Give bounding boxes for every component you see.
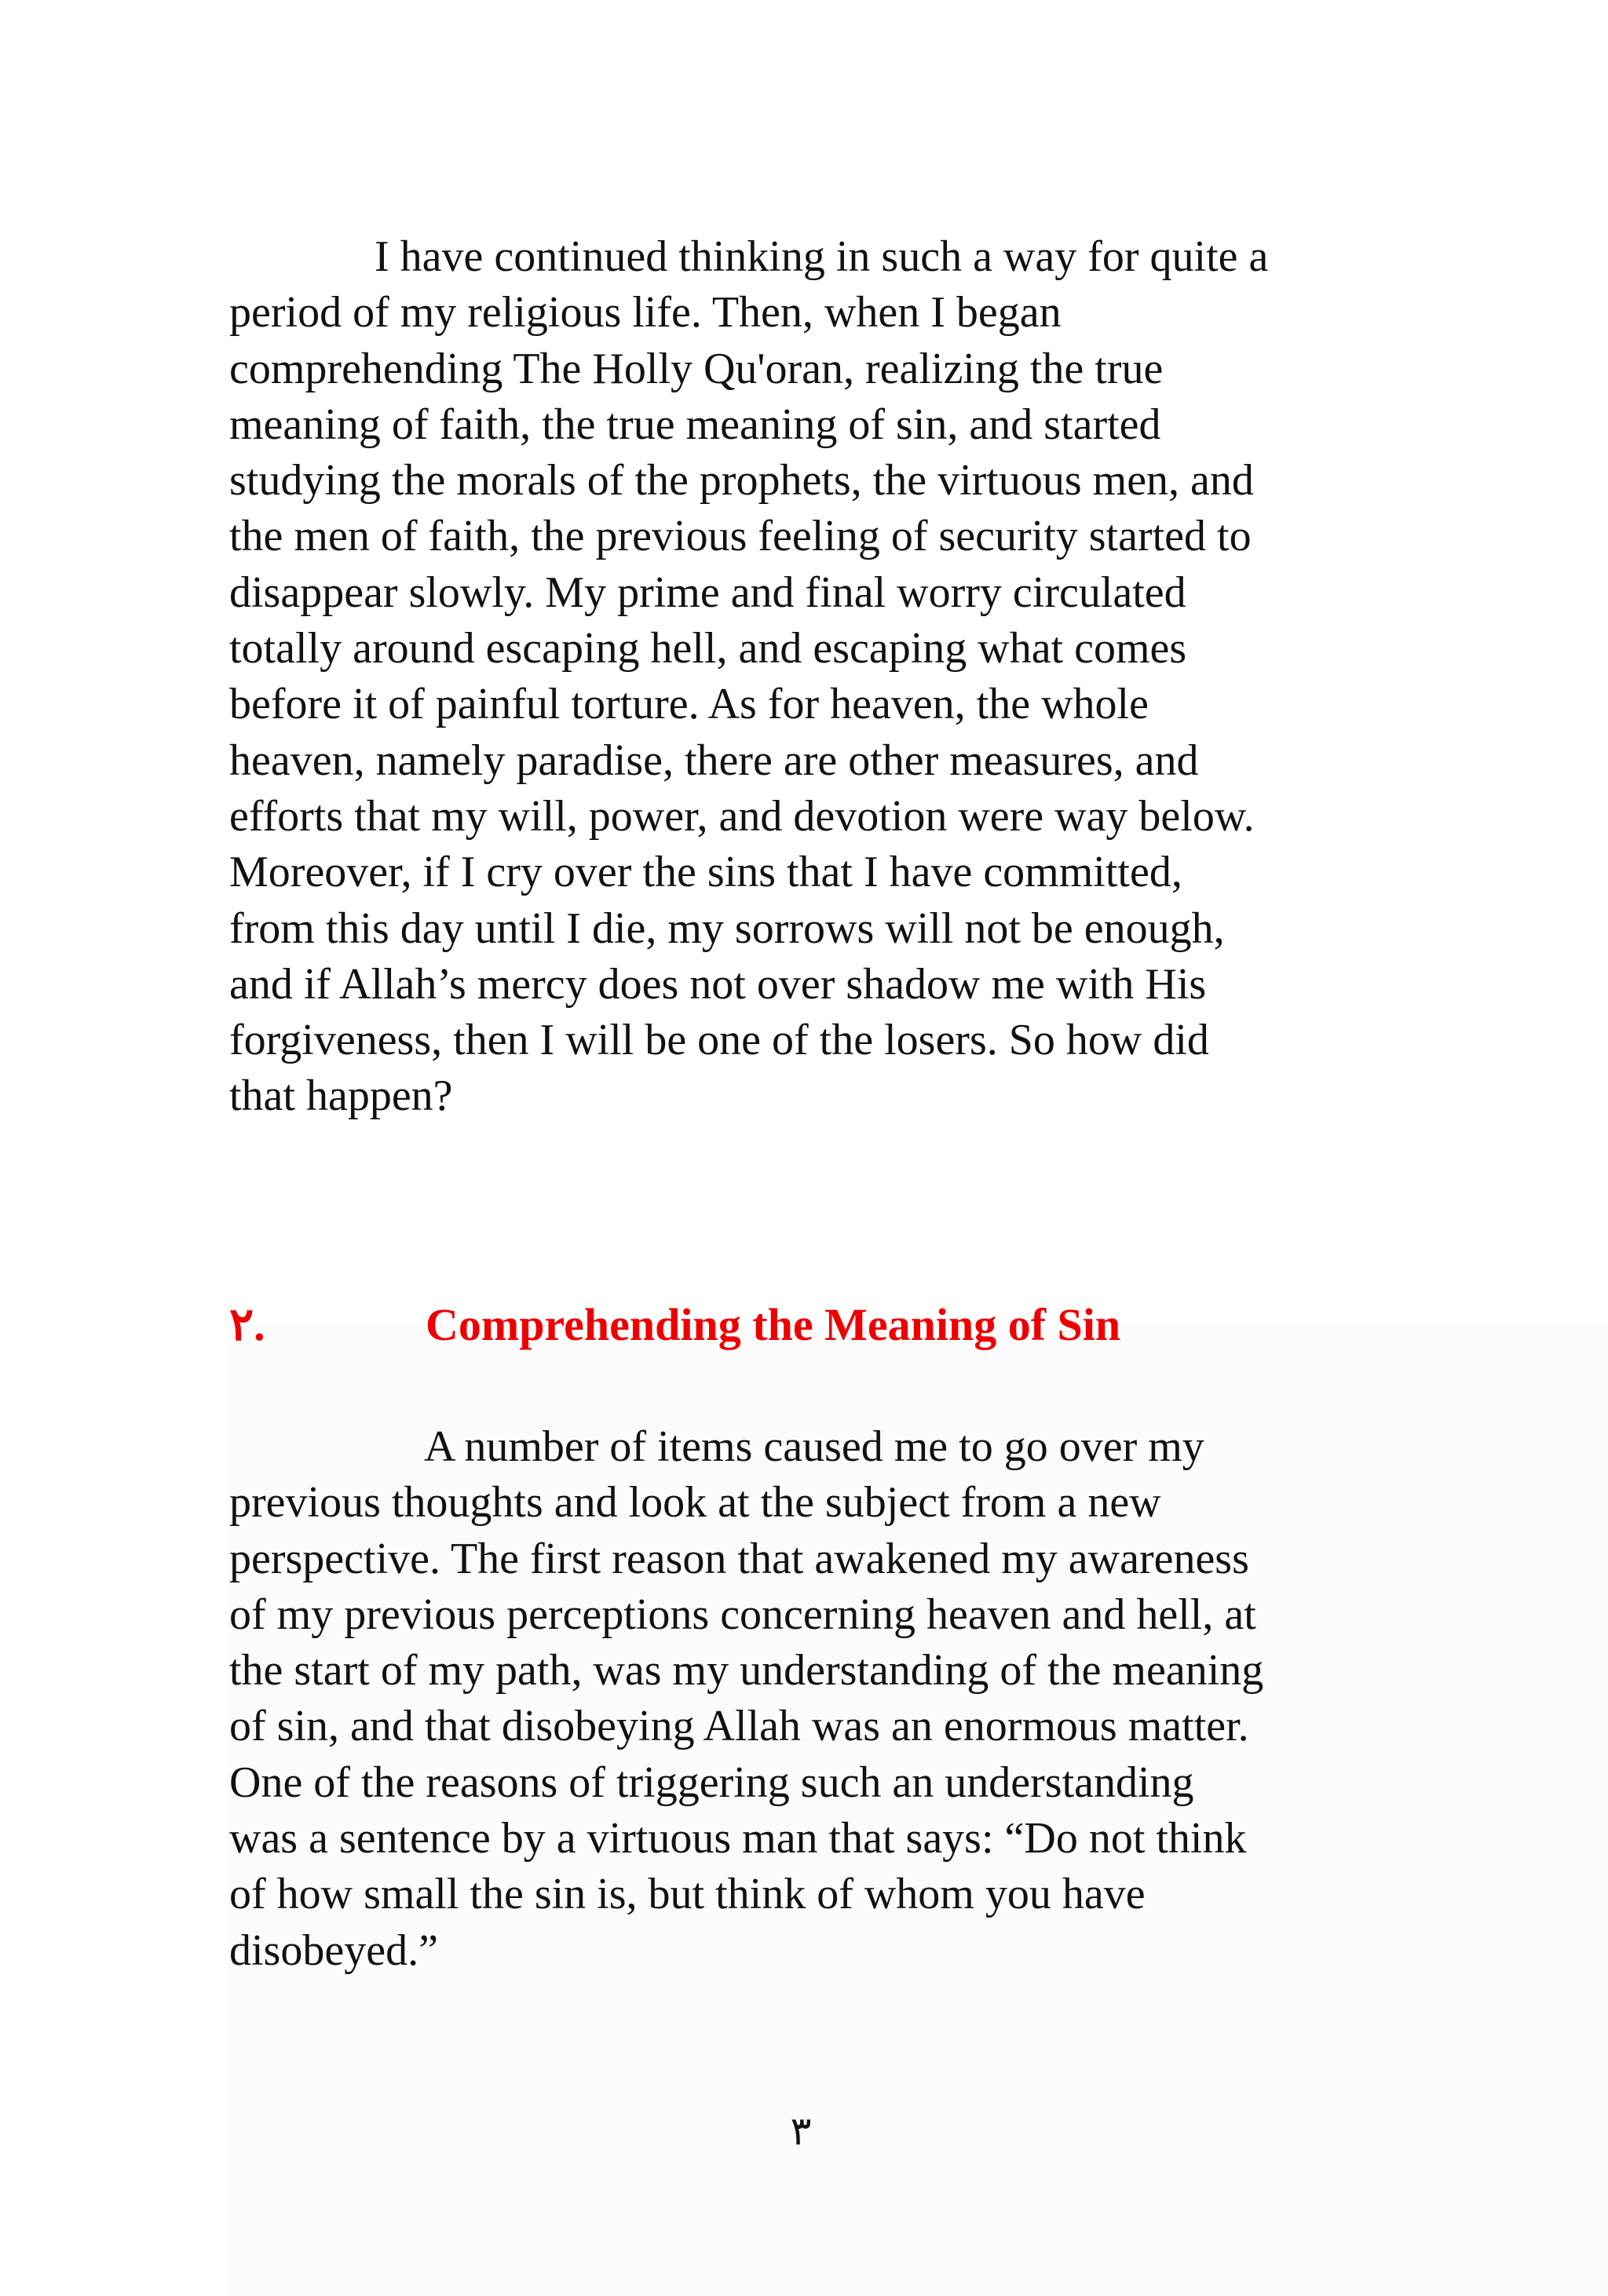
paragraph-line: heaven, namely paradise, there are other measures, and (229, 736, 1199, 785)
paragraph-line: forgiveness, then I will be one of the losers. So how did (229, 1016, 1209, 1065)
page-number: ٣ (790, 2109, 812, 2153)
paragraph-line: A number of items caused me to go over my (424, 1422, 1204, 1471)
paragraph-line: I have continued thinking in such a way for quite a (375, 232, 1269, 281)
paragraph-line: period of my religious life. Then, when I began (229, 288, 1062, 338)
paragraph-line: of sin, and that disobeying Allah was an enormous matter. (229, 1702, 1249, 1751)
paragraph-line: that happen? (229, 1071, 453, 1121)
section-title: Comprehending the Meaning of Sin (426, 1299, 1121, 1350)
paragraph-line: studying the morals of the prophets, the virtuous men, and (229, 456, 1254, 506)
paragraph-line: meaning of faith, the true meaning of sin, and started (229, 400, 1161, 449)
paragraph-1 (229, 229, 1383, 1125)
paragraph-line: was a sentence by a virtuous man that says: “Do not think (229, 1814, 1247, 1863)
paragraph-line: and if Allah’s mercy does not over shadow me with His (229, 959, 1207, 1009)
paragraph-line: Moreover, if I cry over the sins that I have committed, (229, 848, 1182, 897)
paragraph-line: disobeyed.” (229, 1926, 438, 1975)
paragraph-line: from this day until I die, my sorrows will not be enough, (229, 903, 1225, 953)
section-number: ٢. (229, 1299, 265, 1350)
paragraph-line: previous thoughts and look at the subject from a new (229, 1478, 1161, 1528)
paragraph-line: totally around escaping hell, and escaping what comes (229, 624, 1187, 673)
paragraph-line: of how small the sin is, but think of whom you have (229, 1870, 1146, 1919)
paragraph-line: the start of my path, was my understanding of the meaning (229, 1646, 1264, 1696)
paragraph-line: disappear slowly. My prime and final worry circulated (229, 568, 1186, 617)
paragraph-line: the men of faith, the previous feeling of security started to (229, 512, 1252, 561)
paragraph-line: perspective. The first reason that awakened my awareness (229, 1534, 1249, 1583)
paragraph-line: of my previous perceptions concerning heaven and hell, at (229, 1590, 1256, 1639)
paragraph-line: One of the reasons of triggering such an understanding (229, 1758, 1194, 1807)
paragraph-line: comprehending The Holly Qu'oran, realizing the true (229, 344, 1164, 393)
paragraph-line: efforts that my will, power, and devotion were way below. (229, 791, 1255, 841)
paragraph-2 (229, 1419, 1383, 1979)
paragraph-line: before it of painful torture. As for heaven, the whole (229, 680, 1149, 729)
